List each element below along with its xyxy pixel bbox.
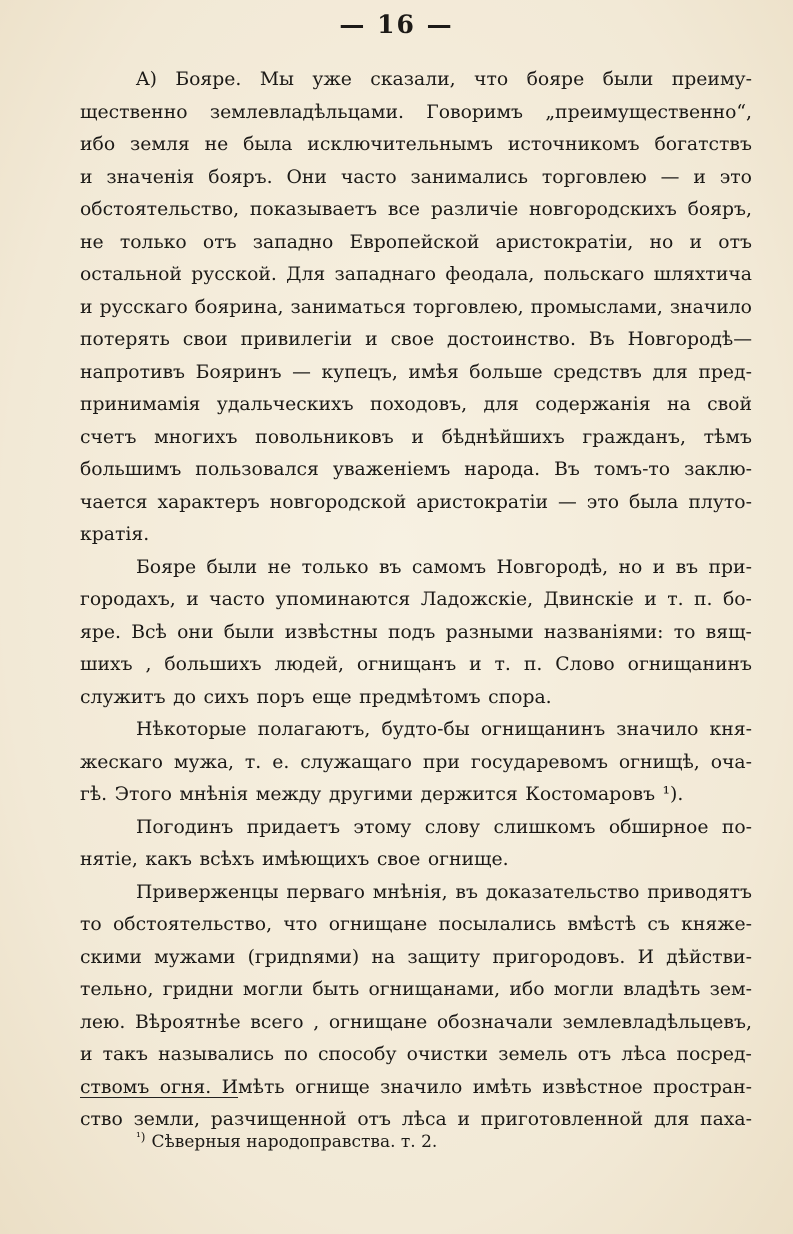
text-line (80, 714, 752, 747)
text-line (80, 292, 752, 325)
word: земли, (133, 1109, 200, 1130)
text-line (80, 487, 752, 520)
word: купецъ, (321, 361, 398, 383)
word: были (602, 69, 654, 90)
word: томъ-то (593, 459, 671, 480)
word: слишкомъ (493, 816, 596, 838)
word: Бояре. (175, 69, 242, 90)
word: жескаго (80, 751, 163, 773)
word: государевомъ (470, 751, 608, 773)
word: и (80, 166, 93, 188)
word: обстоятельство, (112, 914, 273, 935)
word: быть (312, 979, 360, 1000)
text-line (80, 162, 752, 195)
word: часто (209, 589, 265, 610)
word: были (206, 556, 258, 578)
text-line (80, 454, 752, 487)
word: и (469, 654, 482, 675)
word: е. (272, 751, 290, 773)
word: для (652, 361, 688, 383)
word: и (652, 556, 666, 578)
word: паха- (700, 1109, 752, 1130)
word: щественно (80, 101, 188, 123)
word: значило (616, 719, 699, 740)
word: И (637, 946, 654, 968)
word: часто (340, 166, 397, 188)
word: русской. (191, 264, 277, 285)
word: землевладѣльцами. (209, 101, 404, 123)
text-line (80, 942, 752, 975)
text-line (80, 844, 752, 877)
word: не (80, 231, 104, 253)
word: на (371, 946, 396, 968)
word: такъ (102, 1044, 148, 1065)
word: Всѣ (131, 621, 167, 643)
word: промыслами, (530, 296, 663, 318)
word: съ (647, 914, 670, 935)
word: русскаго (99, 296, 188, 318)
word: то (80, 914, 102, 935)
text-line (80, 584, 752, 617)
word: — (660, 166, 680, 188)
word: гѣ. (80, 784, 108, 805)
footnote (136, 1130, 437, 1152)
word: служащаго (300, 751, 412, 773)
word: тѣмъ (703, 426, 752, 448)
word: огнищане (328, 914, 428, 935)
word: Бояре (136, 556, 197, 578)
word: разными (445, 621, 534, 643)
word: значило (669, 296, 752, 318)
word: Европейской (349, 231, 480, 253)
word: оча- (710, 751, 752, 773)
word: держится (420, 784, 518, 805)
word: придаетъ (246, 816, 341, 838)
word: посред- (676, 1044, 752, 1065)
word: очистки (406, 1044, 489, 1065)
word: подъ (387, 621, 436, 643)
word: будто-бы (381, 719, 470, 740)
word: (гридnями) (247, 946, 360, 968)
word: могли (242, 979, 304, 1000)
word: занимались (410, 166, 529, 188)
word: княже- (681, 914, 752, 935)
word: вмѣстѣ (567, 914, 637, 935)
word: „преимущественно“, (545, 101, 752, 123)
word: средствъ (553, 361, 642, 383)
word: Новгородѣ— (627, 329, 752, 350)
word: отъ (577, 1044, 612, 1065)
word: обширное (608, 816, 709, 838)
text-line (80, 97, 752, 130)
word: поръ (256, 686, 305, 708)
word: гридни (162, 979, 234, 1000)
word: земля (129, 134, 190, 155)
word: гражданъ, (582, 426, 686, 448)
word: плуто- (688, 491, 752, 513)
word: лею. (80, 1011, 126, 1033)
word: землевладѣльцевъ, (562, 1011, 752, 1033)
word: обстоятельство, (80, 199, 240, 220)
word: уже (312, 69, 352, 90)
word: назывались (158, 1044, 274, 1065)
word: нятіе, (80, 849, 138, 870)
word: для (483, 394, 519, 415)
word: богатствъ (654, 134, 752, 155)
word: , (313, 1011, 320, 1033)
word: источникомъ (507, 134, 640, 155)
word: и (457, 1109, 471, 1130)
word: пользовался (195, 459, 319, 480)
word: бояръ. (208, 166, 273, 188)
word: еще (311, 686, 352, 708)
word: и (80, 1044, 93, 1065)
word: какъ (145, 849, 192, 870)
word: ¹). (662, 784, 684, 805)
text-line (80, 1072, 752, 1105)
word: слову (424, 816, 481, 838)
word: походовъ, (369, 394, 468, 415)
word: содержанія (535, 394, 651, 415)
word: зем- (709, 979, 752, 1000)
text-line (80, 227, 752, 260)
word: и (365, 329, 378, 350)
word: новгородскихъ (529, 199, 677, 220)
word: западно (252, 231, 334, 253)
word: западнаго (334, 264, 437, 285)
word: отъ (202, 231, 237, 253)
word: имѣть (472, 1076, 532, 1098)
word: по (284, 1044, 308, 1065)
word: только (301, 556, 369, 578)
word: огня. (159, 1076, 212, 1098)
word: , (145, 654, 152, 675)
word: потерять (80, 329, 170, 350)
text-line (80, 747, 752, 780)
word: были (223, 621, 275, 643)
word: показываетъ (249, 199, 378, 220)
word: ибо (80, 134, 116, 155)
word: самомъ (411, 556, 487, 578)
word: Двинскіе (543, 589, 634, 610)
word: по- (721, 816, 752, 838)
word: въ (455, 881, 478, 903)
word: бояре (526, 69, 585, 90)
word: доказательство (485, 881, 640, 903)
word: народа. (464, 459, 541, 480)
word: новгородской (269, 491, 407, 513)
word: и (186, 589, 199, 610)
word: аристократіи (416, 491, 549, 513)
word: огнищанами, (368, 979, 501, 1000)
word: Новгородѣ, (496, 556, 609, 578)
text-line (80, 357, 752, 390)
word: кня- (709, 719, 752, 740)
word: т. (667, 589, 684, 610)
text-line (80, 389, 752, 422)
word: шляхтича (653, 264, 752, 285)
word: свои (182, 329, 228, 350)
word: но (649, 231, 674, 253)
word: ство (80, 1109, 123, 1130)
word: скими (80, 946, 142, 968)
body-text (80, 64, 752, 1137)
word: Нѣкоторые (136, 719, 247, 740)
word: Мы (259, 69, 294, 90)
word: на (666, 394, 691, 415)
word: мнѣнія, (372, 881, 448, 903)
word: огнищанинъ (480, 719, 606, 740)
word: сихъ (203, 686, 250, 708)
word: Вѣроятнѣе (134, 1011, 241, 1033)
word: и (644, 589, 657, 610)
word: спора. (488, 686, 552, 708)
word: дѣйстви- (666, 946, 752, 968)
word: и (689, 231, 703, 253)
word: аристократіи, (495, 231, 634, 253)
word: все (387, 199, 421, 220)
word: феодала, (445, 264, 535, 285)
word: только (119, 231, 187, 253)
word: перваго (286, 881, 365, 903)
word: этому (353, 816, 412, 838)
word: боярина, (194, 296, 284, 318)
word: заклю- (684, 459, 752, 480)
word: полагаютъ, (257, 719, 371, 740)
word: ибо (509, 979, 545, 1000)
word: Этого (114, 784, 172, 805)
word: при- (708, 556, 752, 578)
text-line (80, 324, 752, 357)
word: лѣса (621, 1044, 667, 1065)
word: характеръ (157, 491, 260, 513)
word: бо- (722, 589, 752, 610)
word: служитъ (80, 686, 166, 708)
word: названіями: (543, 621, 664, 643)
word: людей, (274, 654, 344, 675)
word: огнищанинъ (627, 654, 752, 675)
word: Въ (554, 459, 580, 480)
word: бояръ, (687, 199, 752, 220)
word: то (673, 621, 696, 643)
word: п. (523, 654, 543, 675)
word: другими (328, 784, 413, 805)
word: защиту (407, 946, 481, 968)
word: всѣхъ (199, 849, 255, 870)
word: — (292, 361, 311, 383)
word: вящ- (705, 621, 752, 643)
word: Бояринъ (195, 361, 282, 383)
text-line (80, 682, 752, 715)
word: кратія. (80, 524, 150, 545)
word: Ладожскіе, (420, 589, 534, 610)
word: напротивъ (80, 361, 185, 383)
word: Они (286, 166, 327, 188)
text-line (80, 422, 752, 455)
word: значенія (106, 166, 195, 188)
word: удальческихъ (216, 394, 354, 415)
word: земель (498, 1044, 568, 1065)
word: заниматься (290, 296, 406, 318)
text-line (80, 649, 752, 682)
word: Имѣть (221, 1076, 285, 1098)
word: преиму- (671, 69, 752, 90)
word: ствомъ (80, 1076, 150, 1098)
word: Слово (555, 654, 615, 675)
word: огнищѣ, (618, 751, 700, 773)
word: свое (390, 329, 435, 350)
word: не (204, 134, 229, 155)
text-line (80, 194, 752, 227)
word: Костомаровъ (525, 784, 656, 805)
word: повольниковъ (255, 426, 394, 448)
word: торговлею (541, 166, 647, 188)
word: была (243, 134, 293, 155)
word: простран- (653, 1076, 752, 1098)
word: Приверженцы (136, 881, 279, 903)
footnote-divider (80, 1097, 238, 1098)
word: принимамія (80, 394, 201, 415)
word: значило (380, 1076, 463, 1098)
word: Въ (588, 329, 615, 350)
word: бѣднѣйшихъ (441, 426, 565, 448)
word: — (558, 491, 577, 513)
word: и (693, 166, 706, 188)
word: отъ (357, 1109, 391, 1130)
word: свое (376, 849, 421, 870)
word: извѣстное (542, 1076, 643, 1098)
word: имѣющихъ (262, 849, 370, 870)
word: пред- (698, 361, 752, 383)
text-line (80, 909, 752, 942)
word: уваженіемъ (332, 459, 451, 480)
word: тельно, (80, 979, 154, 1000)
page-number: — 16 — (339, 10, 454, 39)
word: мнѣнія (179, 784, 249, 805)
text-line (80, 1007, 752, 1040)
word: большимъ (80, 459, 182, 480)
text-line (80, 877, 752, 910)
word: свой (707, 394, 752, 415)
text-line (80, 617, 752, 650)
text-line (80, 519, 752, 552)
word: всего (250, 1011, 304, 1033)
word: была (629, 491, 679, 513)
text-line (80, 552, 752, 585)
text-line (80, 1039, 752, 1072)
word: и (80, 296, 93, 318)
word: большихъ (164, 654, 262, 675)
word: извѣстны (284, 621, 378, 643)
word: городахъ, (80, 589, 176, 610)
word: исключительнымъ (307, 134, 493, 155)
word: огнищане (328, 1011, 428, 1033)
word: отъ (718, 231, 752, 253)
word: привилегіи (240, 329, 353, 350)
word: счетъ (80, 426, 137, 448)
word: многихъ (154, 426, 238, 448)
word: приводятъ (647, 881, 752, 903)
word: посылались (438, 914, 557, 935)
word: и (411, 426, 424, 448)
word: Говоримъ (426, 101, 524, 123)
word: огнище (295, 1076, 370, 1098)
word: шихъ (80, 654, 133, 675)
word: мужа, (173, 751, 235, 773)
text-line (80, 259, 752, 292)
word: что (474, 69, 509, 90)
word: они (177, 621, 214, 643)
word: яре. (80, 621, 121, 643)
word: въ (378, 556, 402, 578)
word: до (173, 686, 197, 708)
word: польскаго (543, 264, 645, 285)
word: т. (494, 654, 511, 675)
word: пригородовъ. (492, 946, 626, 968)
text-line (80, 129, 752, 162)
word: это (719, 166, 752, 188)
word: обозначали (436, 1011, 553, 1033)
word: способу (318, 1044, 397, 1065)
word: могли (553, 979, 614, 1000)
word: между (255, 784, 322, 805)
word: не (267, 556, 292, 578)
word: различіе (430, 199, 519, 220)
word: A) (136, 69, 157, 90)
word: торговлею, (412, 296, 524, 318)
word: при (422, 751, 460, 773)
text-line (80, 812, 752, 845)
word: достоинство. (447, 329, 576, 350)
word: разчищенной (210, 1109, 347, 1130)
word: п. (694, 589, 713, 610)
word: приготовленной (480, 1109, 644, 1130)
word: въ (675, 556, 699, 578)
text-line (80, 64, 752, 97)
word: мужами (154, 946, 236, 968)
word: Для (286, 264, 326, 285)
text-line (80, 974, 752, 1007)
word: т. (244, 751, 262, 773)
word: что (283, 914, 318, 935)
word: огнищанъ (356, 654, 457, 675)
footnote-text: Сѣверныя народоправства. т. 2. (151, 1132, 438, 1152)
word: это (586, 491, 620, 513)
word: Погодинъ (136, 816, 234, 838)
footnote-marker: ¹) (136, 1130, 146, 1144)
text-line (80, 779, 752, 812)
word: огнище. (427, 849, 509, 870)
word: для (653, 1109, 690, 1130)
word: сказали, (370, 69, 456, 90)
word: упоминаются (275, 589, 411, 610)
word: предмѣтомъ (359, 686, 481, 708)
word: лѣса (401, 1109, 447, 1130)
word: остальной (80, 264, 182, 285)
word: но (618, 556, 643, 578)
word: владѣть (623, 979, 701, 1000)
word: имѣя (408, 361, 459, 383)
word: больше (469, 361, 543, 383)
word: чается (80, 491, 148, 513)
